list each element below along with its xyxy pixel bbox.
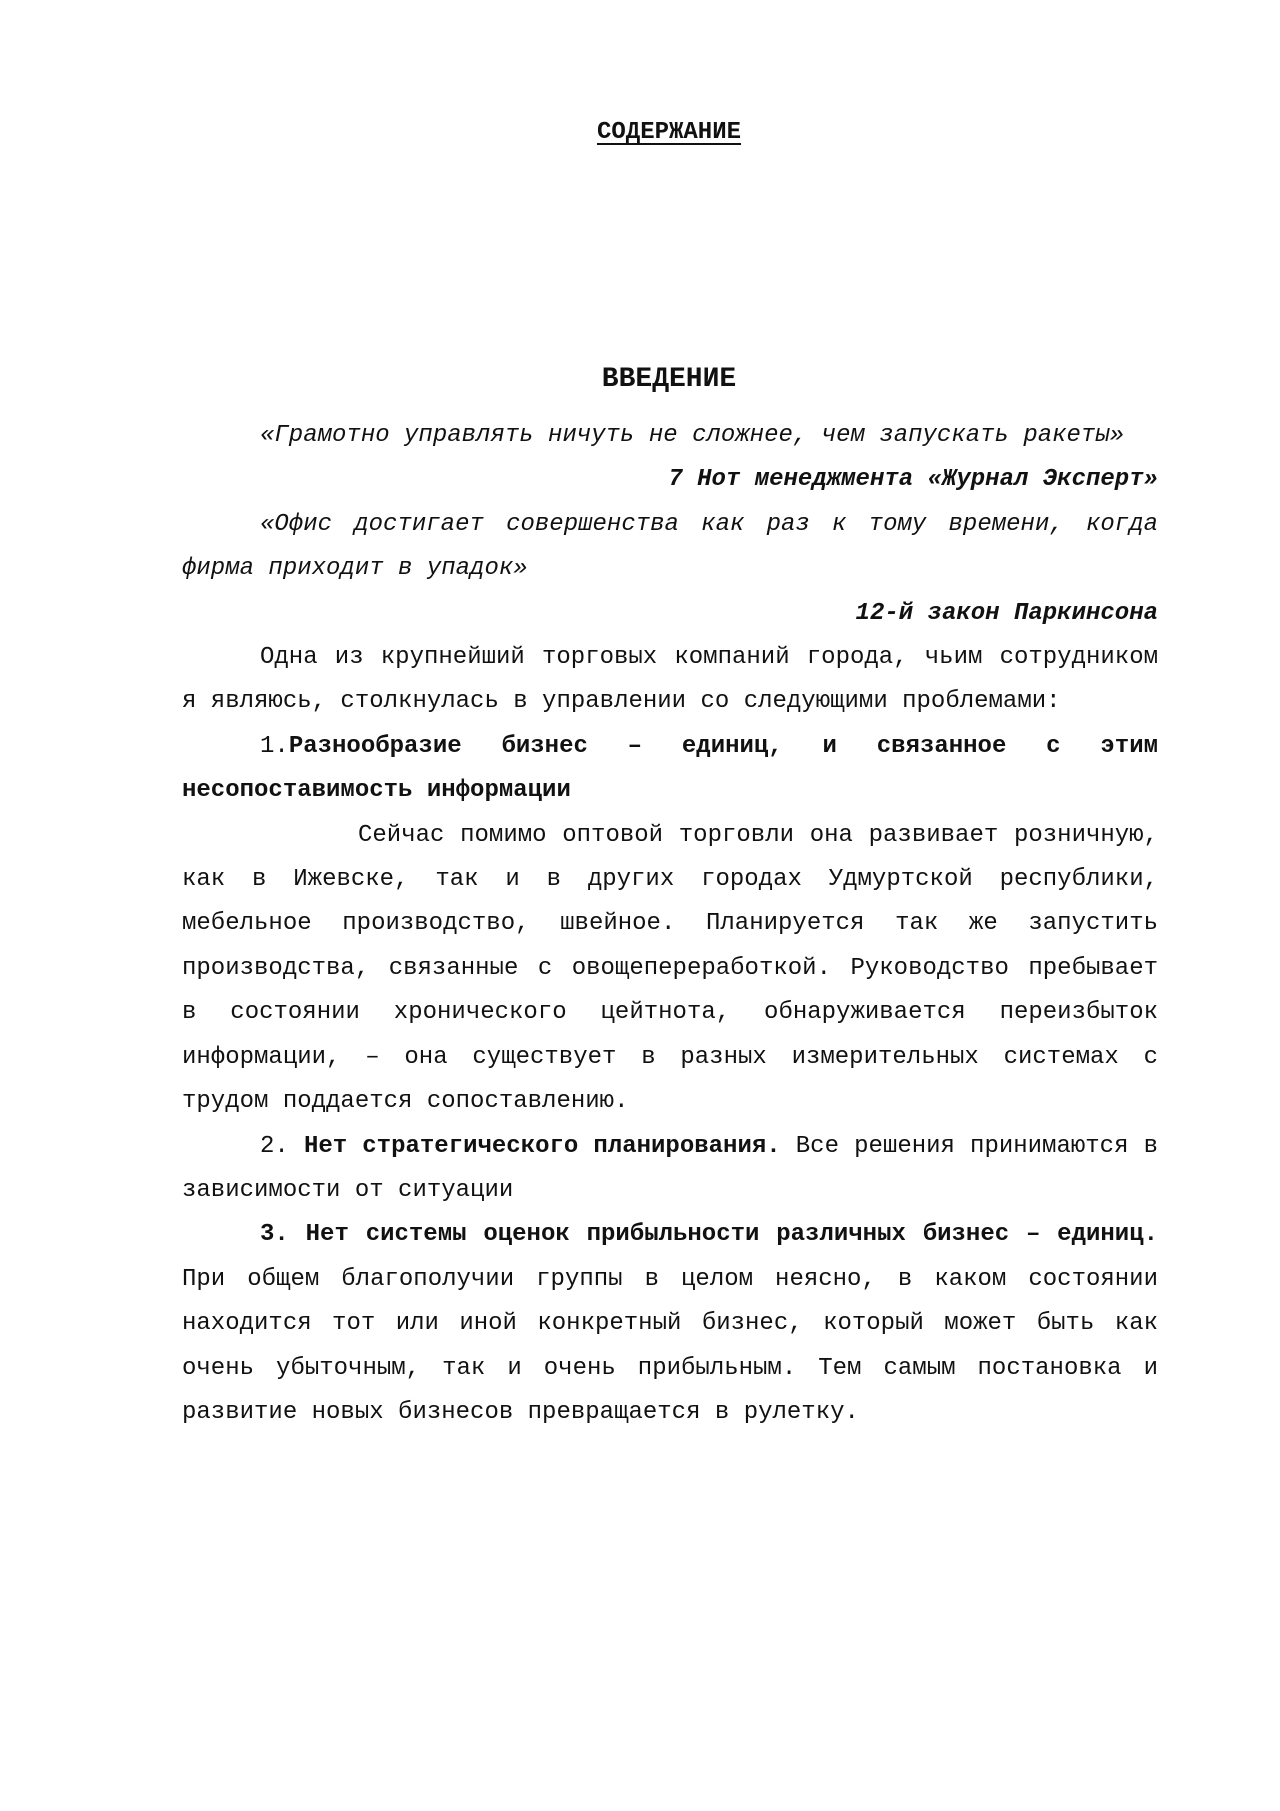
problem-2-body: Все решения принимаются в зависимости от ситуации bbox=[182, 1132, 1158, 1204]
problem-2-number: 2. bbox=[260, 1132, 289, 1160]
problem-1 bbox=[182, 725, 1158, 814]
epigraph-source-1: 7 Нот менеджмента «Журнал Эксперт» bbox=[668, 466, 1158, 494]
toc-title: СОДЕРЖАНИЕ bbox=[596, 119, 742, 146]
problem-2-heading: Нет стратегического планирования. bbox=[303, 1132, 781, 1160]
epigraph-source-2: 12-й закон Паркинсона bbox=[855, 599, 1158, 627]
problem-3-body: При общем благополучии группы в целом неясно, в каком состоянии находится тот или иной конкретный бизнес, который может быть как очень убыточным, так и очень прибыльным. Тем самым постановка и развитие новых бизнесов превращается в рулетку. bbox=[182, 1265, 1158, 1426]
problem-3-heading: Нет системы оценок прибыльности различных бизнес – единиц. bbox=[305, 1221, 1158, 1249]
epigraph-quote-2: «Офис достигает совершенства как раз к тому времени, когда фирма приходит в упадок» bbox=[182, 510, 1158, 583]
epigraph-quote-1: «Грамотно управлять ничуть не сложнее, чем запускать ракеты» bbox=[260, 422, 1125, 449]
problem-1-detail: Сейчас помимо оптовой торговли она развивает розничную, как в Ижевске, так и в других городах Удмуртской республики, мебельное производство, швейное. Планируется так же запустить производства, связанные с овощепереработкой. Руководство пребывает в состоянии хронического цейтнота, обнаруживается переизбыток информации, – она существует в разных измерительных системах с трудом поддается сопоставлению. bbox=[182, 821, 1158, 1116]
intro-title: ВВЕДЕНИЕ bbox=[601, 364, 737, 395]
problem-1-heading: Разнообразие бизнес – единиц, и связанное с этим несопоставимость информации bbox=[182, 732, 1158, 805]
problem-2 bbox=[182, 1125, 1158, 1214]
lead-paragraph: Одна из крупнейший торговых компаний города, чьим сотрудником я являюсь, столкнулась в управлении со следующими проблемами: bbox=[182, 644, 1158, 716]
problem-3 bbox=[182, 1213, 1158, 1435]
problem-1-number: 1. bbox=[260, 732, 289, 760]
intro-body bbox=[182, 414, 1158, 1435]
problem-3-number: 3. bbox=[260, 1221, 289, 1249]
